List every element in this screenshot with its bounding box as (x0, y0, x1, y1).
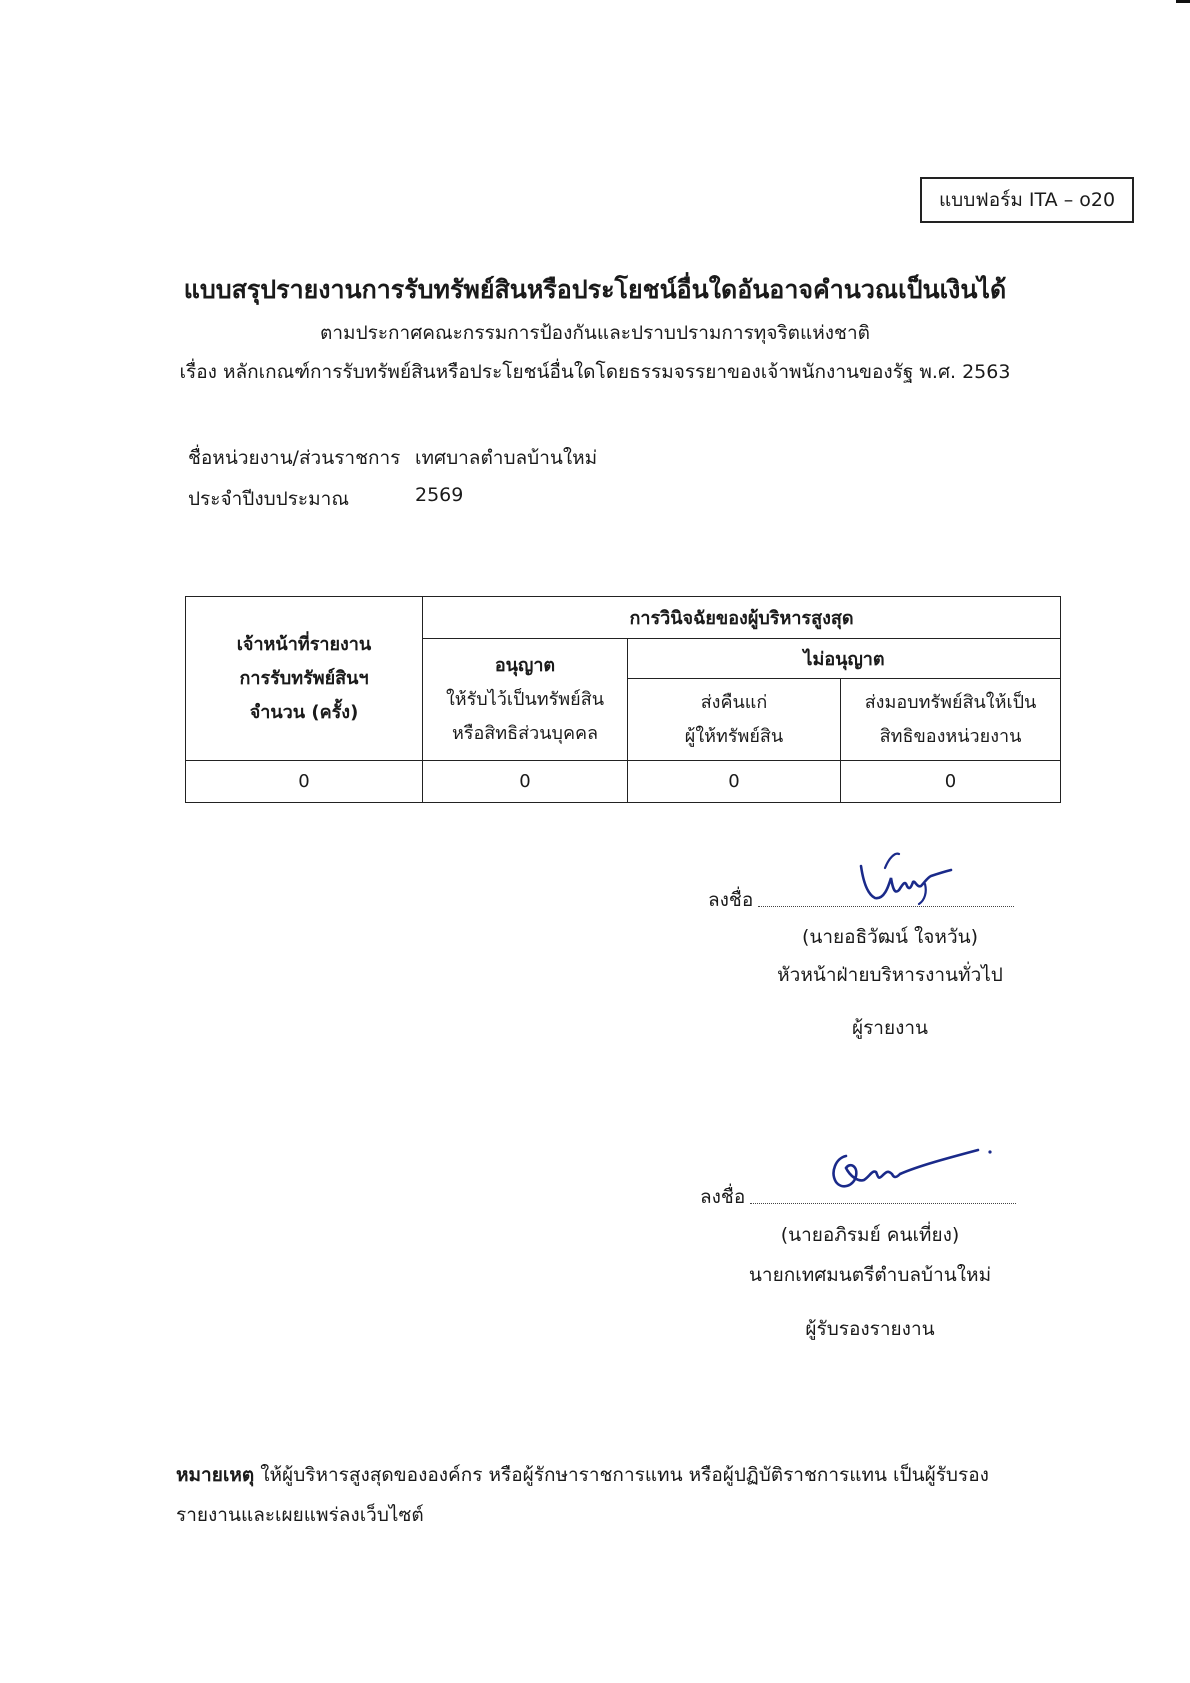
value-returned: 0 (628, 761, 841, 803)
allowed-header: อนุญาต (494, 654, 556, 676)
fiscal-year-label: ประจำปีงบประมาณ (188, 488, 349, 510)
signature-mark-2 (828, 1146, 998, 1202)
signer-2-name: (นายอภิรมย์ คนเที่ยง) (780, 1224, 960, 1246)
note-label: หมายเหตุ (176, 1464, 255, 1486)
signature-mark-1 (855, 850, 955, 910)
sign-label-1: ลงชื่อ (708, 889, 754, 911)
handover-line-1: ส่งมอบทรัพย์สินให้เป็น (864, 691, 1037, 713)
document-title: แบบสรุปรายงานการรับทรัพย์สินหรือประโยชน์อื่นใดอันอาจคำนวณเป็นเงินได้ (183, 275, 1007, 304)
note-text-1: ให้ผู้บริหารสูงสุดขององค์กร หรือผู้รักษาราชการแทน หรือผู้ปฏิบัติราชการแทน เป็นผู้รับรอง (254, 1464, 989, 1486)
sign-label-2: ลงชื่อ (700, 1186, 746, 1208)
subtitle-subject: เรื่อง หลักเกณฑ์การรับทรัพย์สินหรือประโยชน์อื่นใดโดยธรรมจรรยาของเจ้าพนักงานของรัฐ พ.ศ. 2563 (179, 361, 1011, 383)
note-text-2: รายงานและเผยแพร่ลงเว็บไซต์ (176, 1504, 424, 1526)
return-to-giver-header (628, 679, 841, 761)
agency-value: เทศบาลตำบลบ้านใหม่ (415, 447, 598, 469)
value-report-count: 0 (186, 761, 423, 803)
handover-line-2: สิทธิของหน่วยงาน (879, 725, 1022, 747)
signer-1-role: ผู้รายงาน (851, 1017, 929, 1039)
reporter-header-line-1: เจ้าหน้าที่รายงาน (236, 633, 372, 655)
signer-2-role: ผู้รับรองรายงาน (805, 1318, 935, 1340)
signature-line-2 (750, 1203, 1016, 1204)
subtitle-announcement: ตามประกาศคณะกรรมการป้องกันและปราบปรามการทุจริตแห่งชาติ (320, 322, 870, 344)
note-block (176, 1455, 1076, 1535)
value-handed-over: 0 (841, 761, 1061, 803)
return-line-1: ส่งคืนแก่ (700, 691, 768, 713)
allowed-sub-line-2: หรือสิทธิส่วนบุคคล (451, 722, 599, 744)
note-line-1 (176, 1455, 1076, 1495)
form-code-box: แบบฟอร์ม ITA – o20 (920, 177, 1134, 223)
not-allowed-header: ไม่อนุญาต (628, 639, 1061, 679)
reporter-header-line-2: การรับทรัพย์สินฯ (239, 667, 369, 689)
reporter-header-line-3: จำนวน (ครั้ง) (249, 701, 359, 723)
value-allowed: 0 (423, 761, 628, 803)
handover-to-agency-header (841, 679, 1061, 761)
reporter-count-header (186, 597, 423, 761)
return-line-2: ผู้ให้ทรัพย์สิน (684, 725, 784, 747)
fiscal-year-value: 2569 (415, 484, 464, 506)
allowed-sub-line-1: ให้รับไว้เป็นทรัพย์สิน (445, 688, 605, 710)
allowed-header-cell (423, 639, 628, 761)
corner-mark (1176, 0, 1190, 3)
signer-1-position: หัวหน้าฝ่ายบริหารงานทั่วไป (777, 964, 1003, 986)
agency-label: ชื่อหน่วยงาน/ส่วนราชการ (188, 447, 401, 469)
decision-header: การวินิจฉัยของผู้บริหารสูงสุด (423, 597, 1061, 639)
signer-1-name: (นายอธิวัฒน์ ใจหวัน) (801, 926, 979, 948)
signer-2-position: นายกเทศมนตรีตำบลบ้านใหม่ (748, 1264, 992, 1286)
summary-table (185, 596, 1061, 803)
